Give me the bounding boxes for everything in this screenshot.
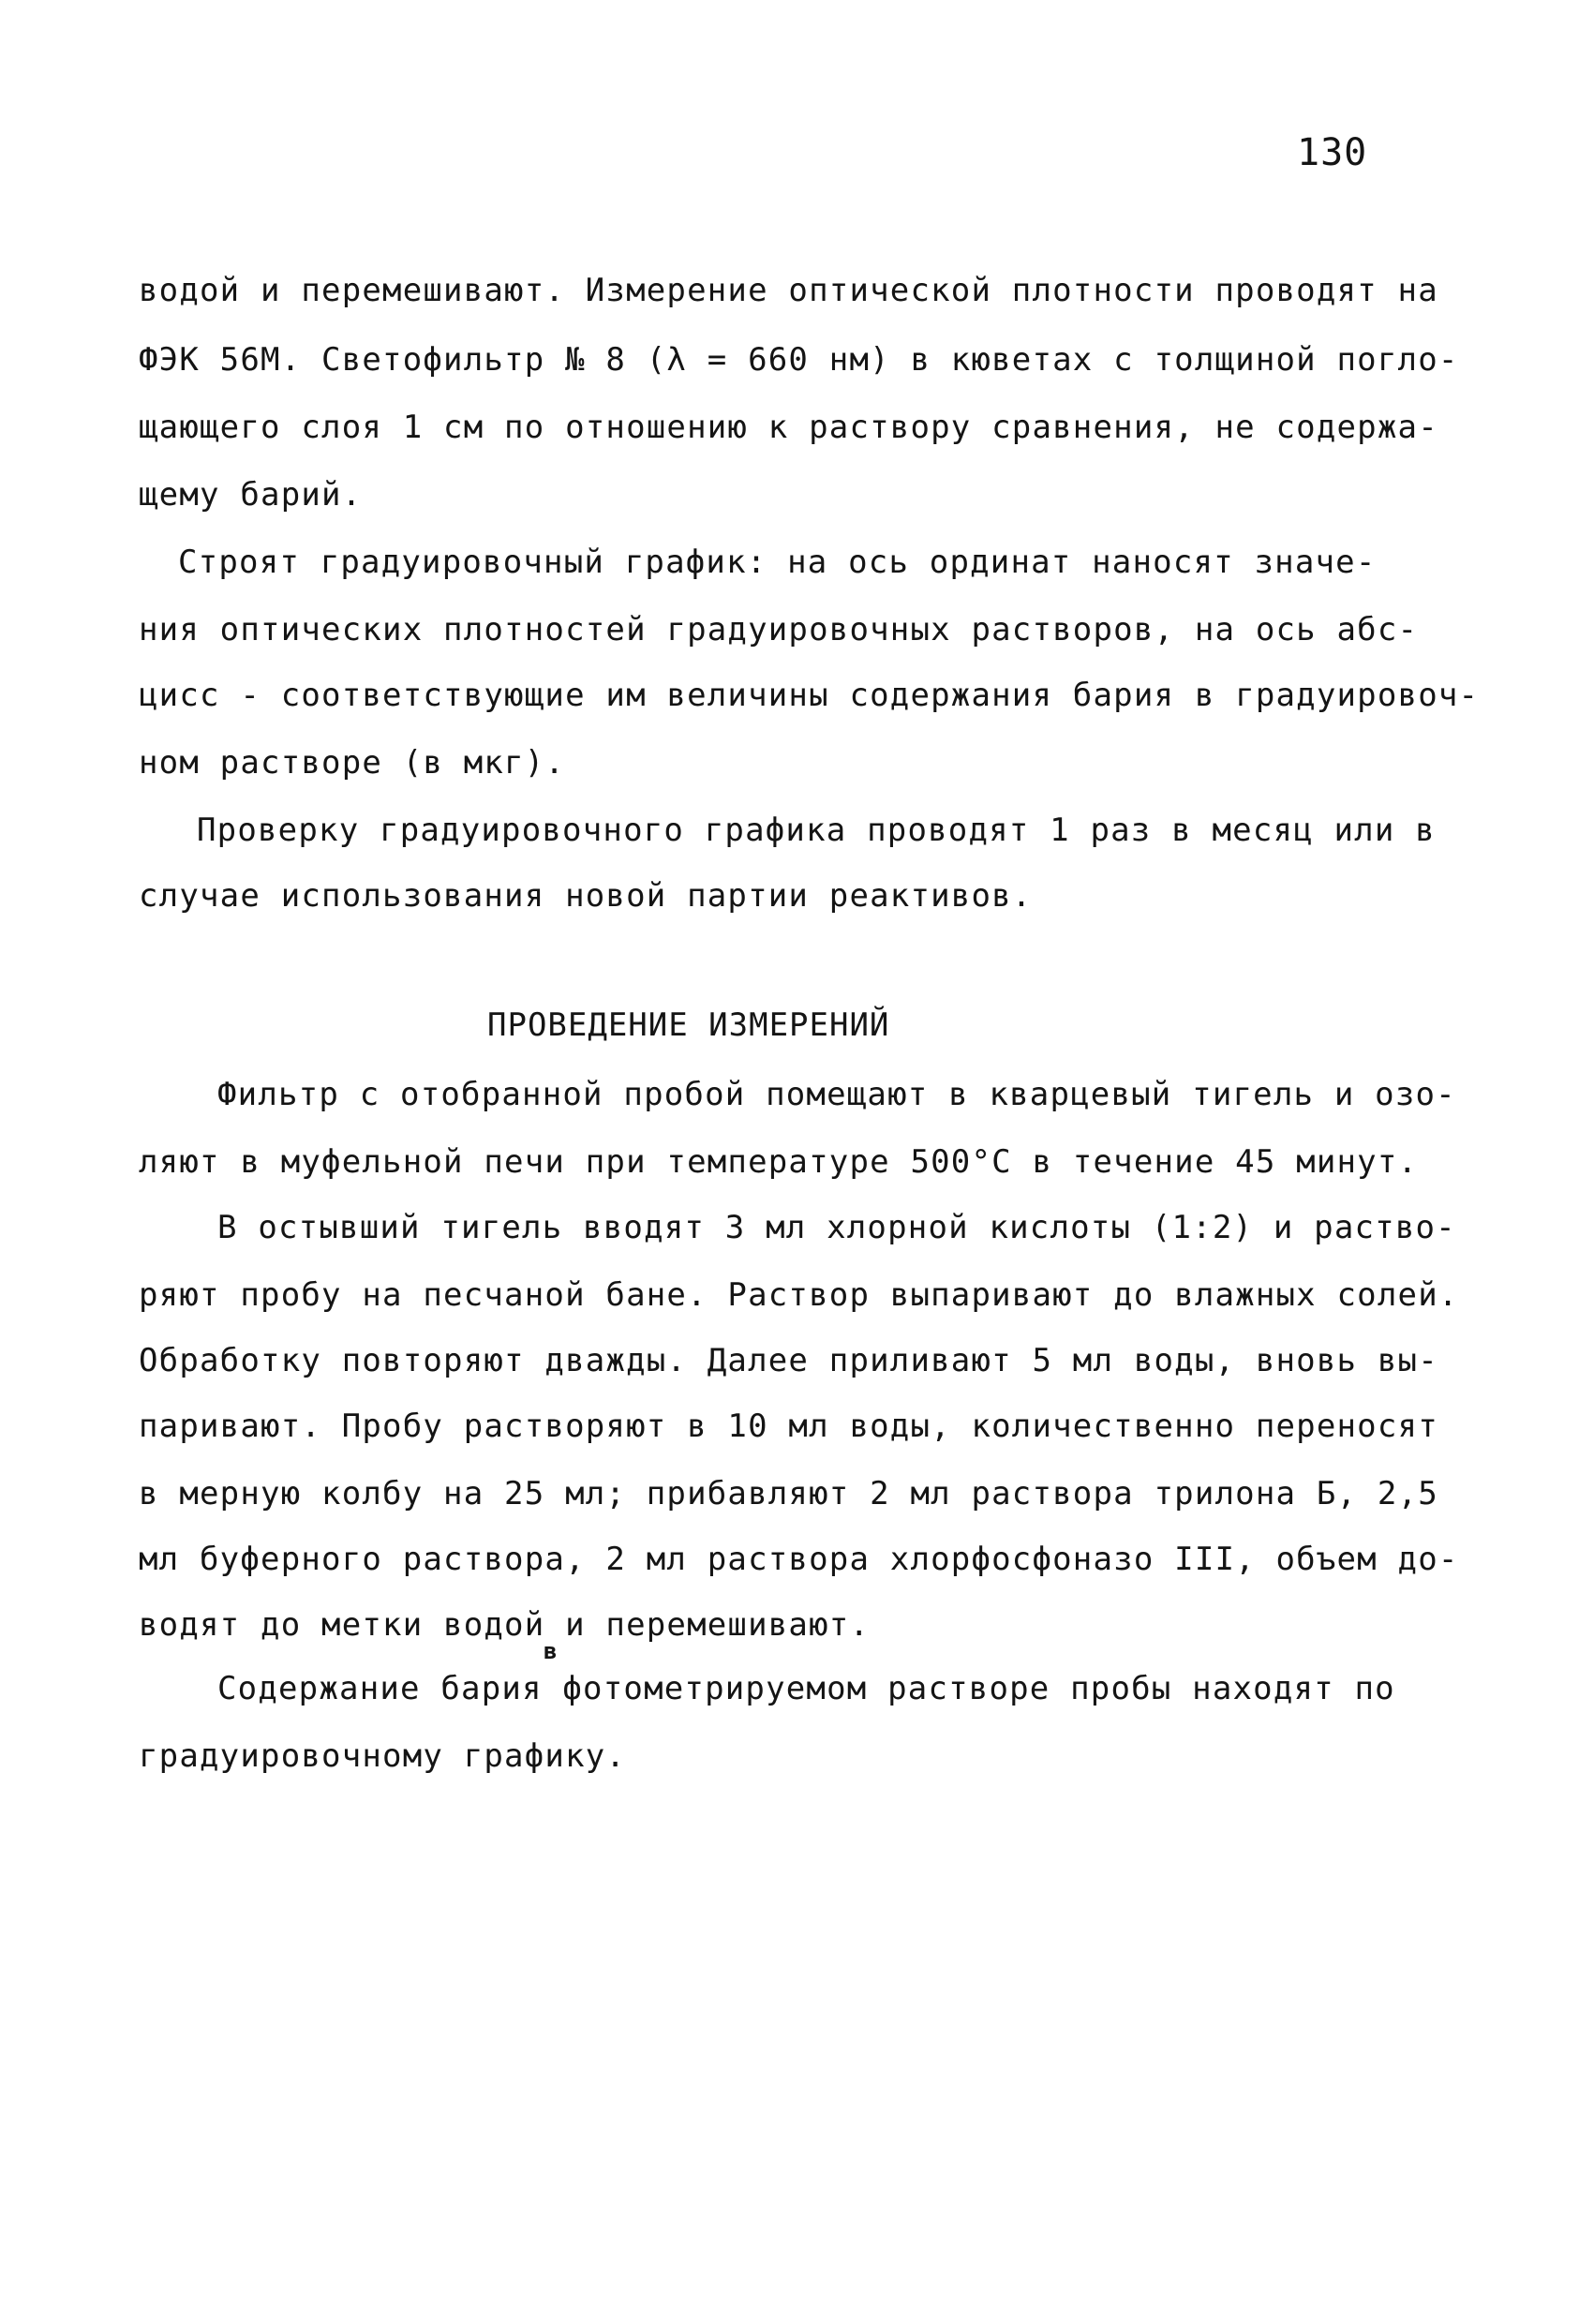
section-heading: ПРОВЕДЕНИЕ ИЗМЕРЕНИЙ	[487, 1006, 890, 1044]
text-line: ляют в муфельной печи при температуре 500°C в течение 45 минут.	[139, 1143, 1419, 1181]
text-line: мл буферного раствора, 2 мл раствора хлорфосфоназо III, объем до-	[139, 1541, 1459, 1578]
text-line: ния оптических плотностей градуировочных растворов, на ось абс-	[139, 611, 1419, 648]
text-line: градуировочному графику.	[139, 1737, 627, 1775]
text-line: ном растворе (в мкг).	[139, 744, 566, 782]
inserted-letter: в	[544, 1638, 558, 1664]
text-line: Строят градуировочный график: на ось ординат наносят значе-	[178, 544, 1377, 581]
text-line: ФЭК 56М. Светофильтр № 8 (λ = 660 нм) в кюветах с толщиной погло-	[139, 341, 1459, 379]
text-line: щающего слоя 1 см по отношению к раствору сравнения, не содержа-	[139, 409, 1438, 446]
text-line: цисс - соответствующие им величины содержания бария в градуировоч-	[139, 677, 1480, 714]
text-line: щему барий.	[139, 476, 363, 514]
page-number: 130	[1297, 131, 1368, 174]
text-line: случае использования новой партии реактивов.	[139, 877, 1033, 915]
text-line: в мерную колбу на 25 мл; прибавляют 2 мл раствора трилона Б, 2,5	[139, 1475, 1438, 1512]
text-line: водой и перемешивают. Измерение оптической плотности проводят на	[139, 272, 1438, 309]
text-line: паривают. Пробу растворяют в 10 мл воды, количественно переносят	[139, 1408, 1438, 1445]
text-line: Проверку градуировочного графика проводят 1 раз в месяц или в	[197, 812, 1436, 849]
text-line: ряют пробу на песчаной бане. Раствор выпаривают до влажных солей.	[139, 1276, 1459, 1314]
text-line: Содержание бария фотометрируемом растворе пробы находят по	[217, 1670, 1395, 1707]
text-line: В остывший тигель вводят 3 мл хлорной кислоты (1:2) и раство-	[217, 1209, 1456, 1246]
text-line: водят до метки водой и перемешивают.	[139, 1606, 871, 1644]
text-line: Обработку повторяют дважды. Далее приливают 5 мл воды, вновь вы-	[139, 1342, 1438, 1379]
text-line: Фильтр с отобранной пробой помещают в кварцевый тигель и озо-	[217, 1076, 1456, 1113]
